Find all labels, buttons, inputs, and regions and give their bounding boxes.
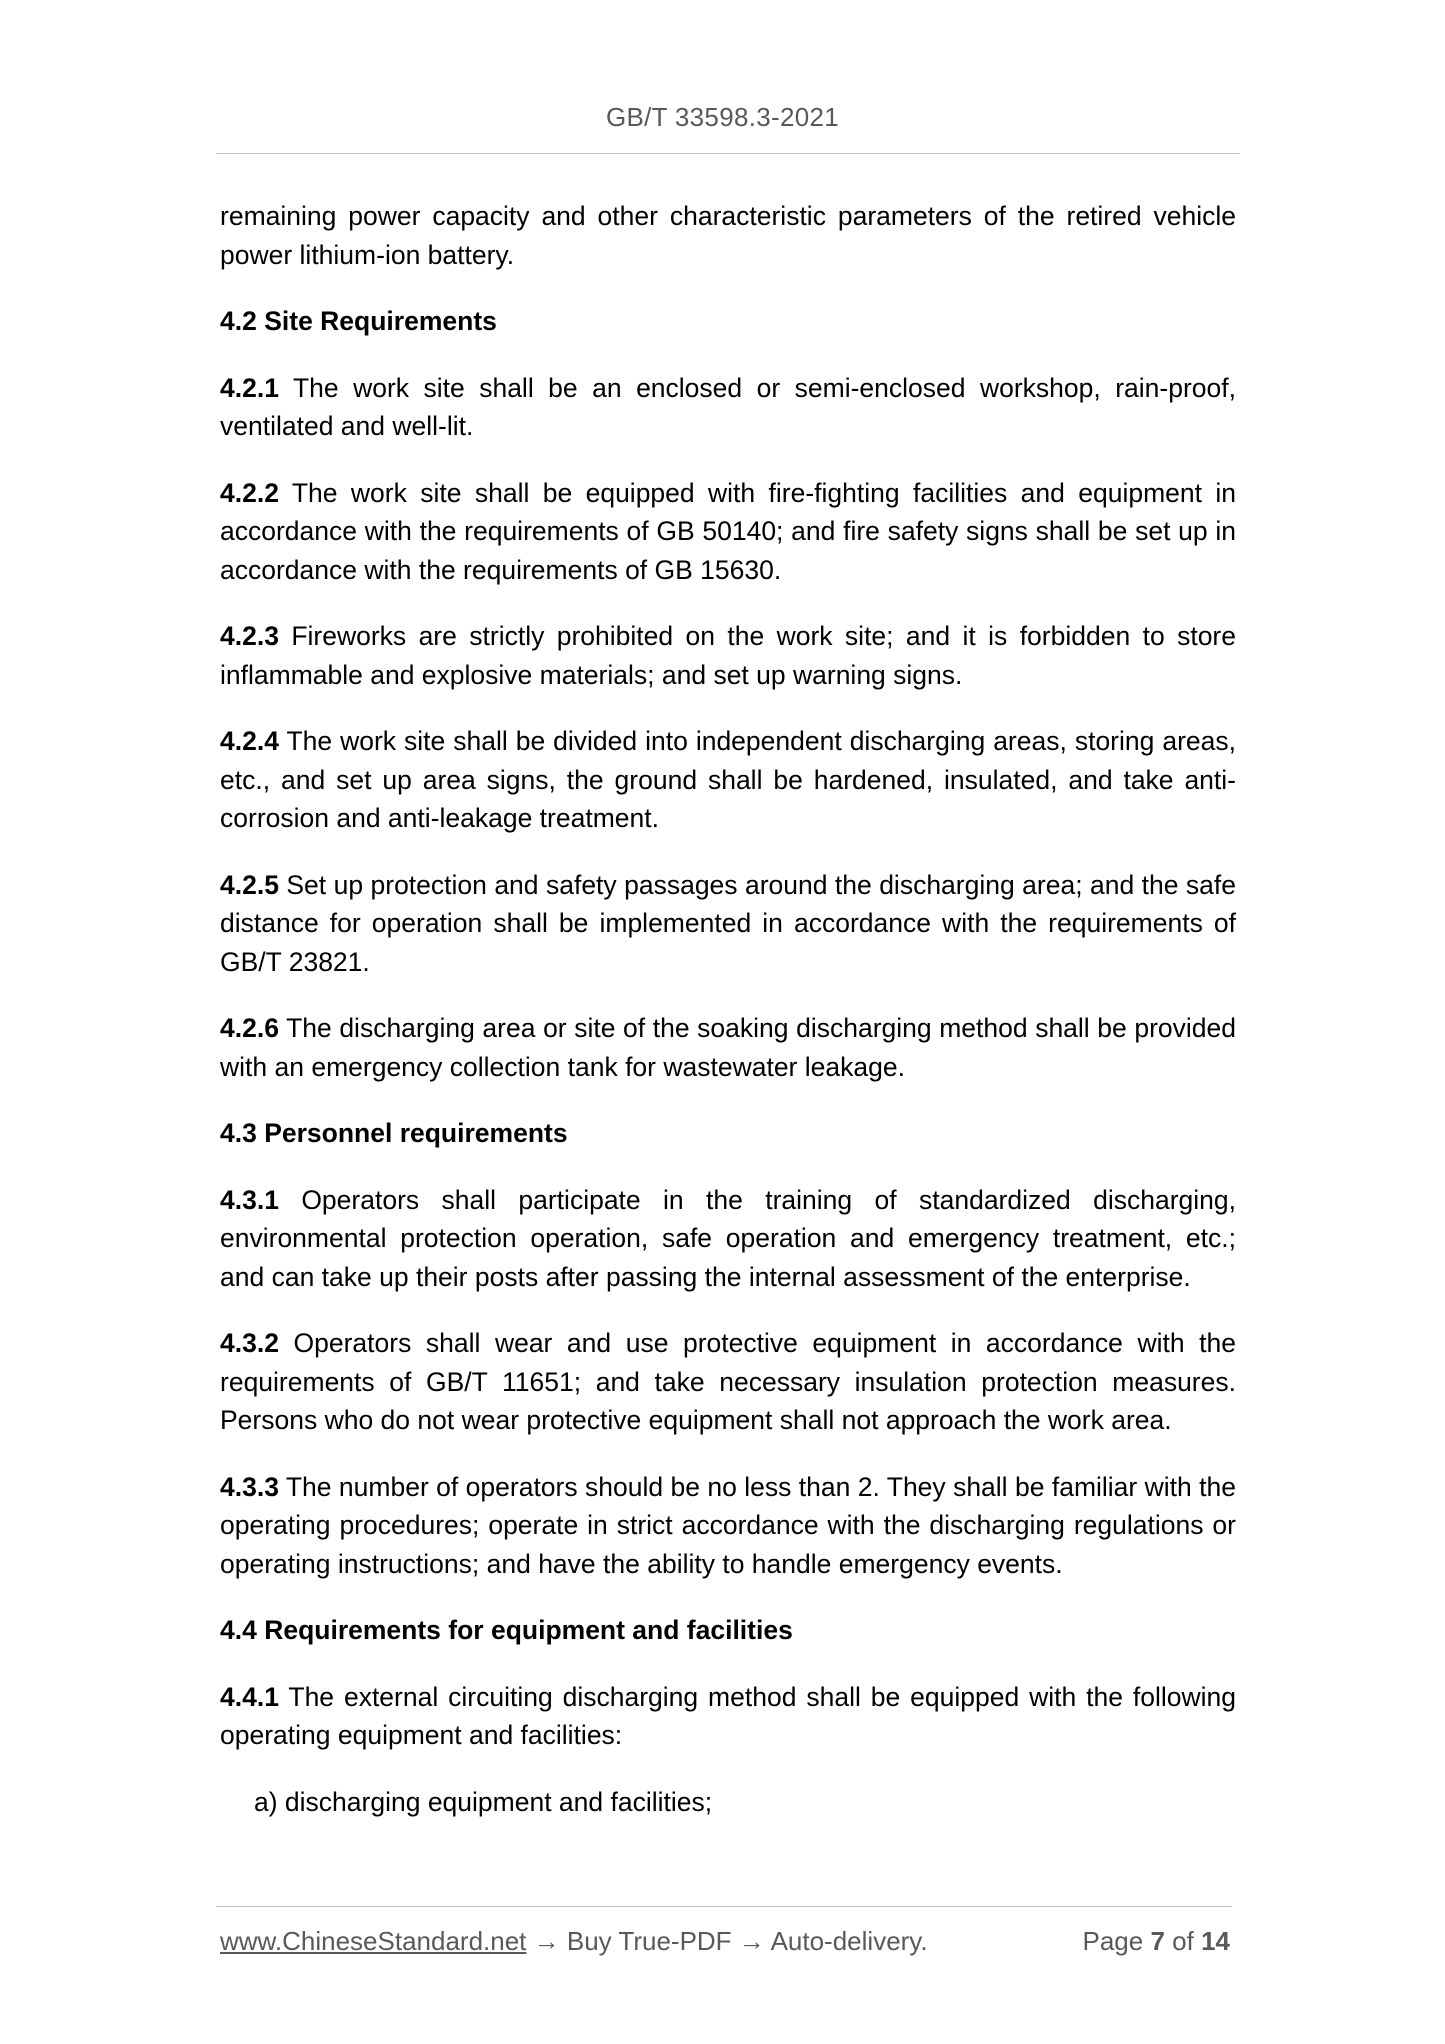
clause-4-4-1: [220, 1678, 1236, 1755]
clause-text: Set up protection and safety passages around the discharging area; and the safe distance for operation shall be implemented in accordance with the requirements of GB/T 23821.: [220, 869, 1236, 977]
intro-paragraph: remaining power capacity and other characteristic parameters of the retired vehicle power lithium-ion battery.: [220, 201, 1236, 270]
clause-4-3-2: [220, 1324, 1236, 1440]
clause-number: 4.2.5: [220, 869, 279, 900]
clause-number: 4.3.3: [220, 1471, 279, 1502]
footer-divider: [216, 1906, 1232, 1907]
clause-text: The work site shall be equipped with fire-fighting facilities and equipment in accordance with the requirements of GB 50140; and fire safety signs shall be set up in accordance with the requirements of GB 15630.: [220, 477, 1236, 585]
section-4-3-heading: 4.3 Personnel requirements: [220, 1118, 568, 1148]
clause-text: The work site shall be divided into independent discharging areas, storing areas, etc., and set up area signs, the ground shall be hardened, insulated, and take anti-corrosion and anti-leakage treatment.: [220, 726, 1236, 833]
clause-4-2-1: [220, 369, 1236, 446]
page-indicator: [1082, 1926, 1230, 1957]
clause-text: The external circuiting discharging method shall be equipped with the following operating equipment and facilities:: [220, 1681, 1236, 1750]
page-total: 14: [1201, 1926, 1230, 1956]
document-body: [220, 197, 1236, 1849]
clause-text: Operators shall participate in the training of standardized discharging, environmental protection operation, safe operation and emergency treatment, etc.; and can take up their posts after passing the internal assessment of the enterprise.: [220, 1184, 1236, 1292]
clause-4-3-3: [220, 1468, 1236, 1584]
section-4-4-heading: 4.4 Requirements for equipment and facilities: [220, 1615, 793, 1645]
clause-number: 4.2.3: [220, 621, 279, 651]
clause-number: 4.3.1: [220, 1184, 279, 1215]
clause-4-2-5: [220, 866, 1236, 982]
clause-number: 4.3.2: [220, 1328, 279, 1358]
clause-number: 4.2.1: [220, 372, 279, 403]
clause-number: 4.2.2: [220, 477, 279, 508]
header-divider: [216, 153, 1240, 154]
page-of-label: of: [1172, 1926, 1194, 1956]
page-label: Page: [1082, 1926, 1144, 1956]
clause-number: 4.2.6: [220, 1013, 279, 1043]
clause-4-2-3: [220, 617, 1236, 694]
clause-4-3-1: [220, 1181, 1236, 1297]
clause-number: 4.2.4: [220, 726, 279, 756]
clause-4-2-6: [220, 1009, 1236, 1086]
list-item-a: a) discharging equipment and facilities;: [254, 1786, 713, 1817]
clause-text: Operators shall wear and use protective equipment in accordance with the requirements of GB/T 11651; and take necessary insulation protection measures. Persons who do not wear protective equipment shall not approach the work area.: [220, 1328, 1236, 1435]
clause-text: Fireworks are strictly prohibited on the work site; and it is forbidden to store inflammable and explosive materials; and set up warning signs.: [220, 621, 1236, 690]
section-4-2-heading: 4.2 Site Requirements: [220, 306, 497, 336]
clause-text: The number of operators should be no less than 2. They shall be familiar with the operating procedures; operate in strict accordance with the discharging regulations or operating instructions; and have the ability to handle emergency events.: [220, 1471, 1236, 1579]
clause-number: 4.4.1: [220, 1681, 279, 1712]
clause-text: The work site shall be an enclosed or semi-enclosed workshop, rain-proof, ventilated and well-lit.: [220, 372, 1236, 441]
website-link[interactable]: www.ChineseStandard.net: [220, 1926, 527, 1956]
page-footer: [220, 1926, 1230, 1957]
page-current: 7: [1150, 1926, 1165, 1956]
clause-4-2-4: [220, 722, 1236, 838]
clause-4-2-2: [220, 474, 1236, 590]
clause-text: The discharging area or site of the soaking discharging method shall be provided with an emergency collection tank for wastewater leakage.: [220, 1013, 1236, 1082]
footer-tagline: → Buy True-PDF → Auto-delivery.: [526, 1926, 928, 1956]
document-id-header: GB/T 33598.3-2021: [605, 102, 839, 132]
